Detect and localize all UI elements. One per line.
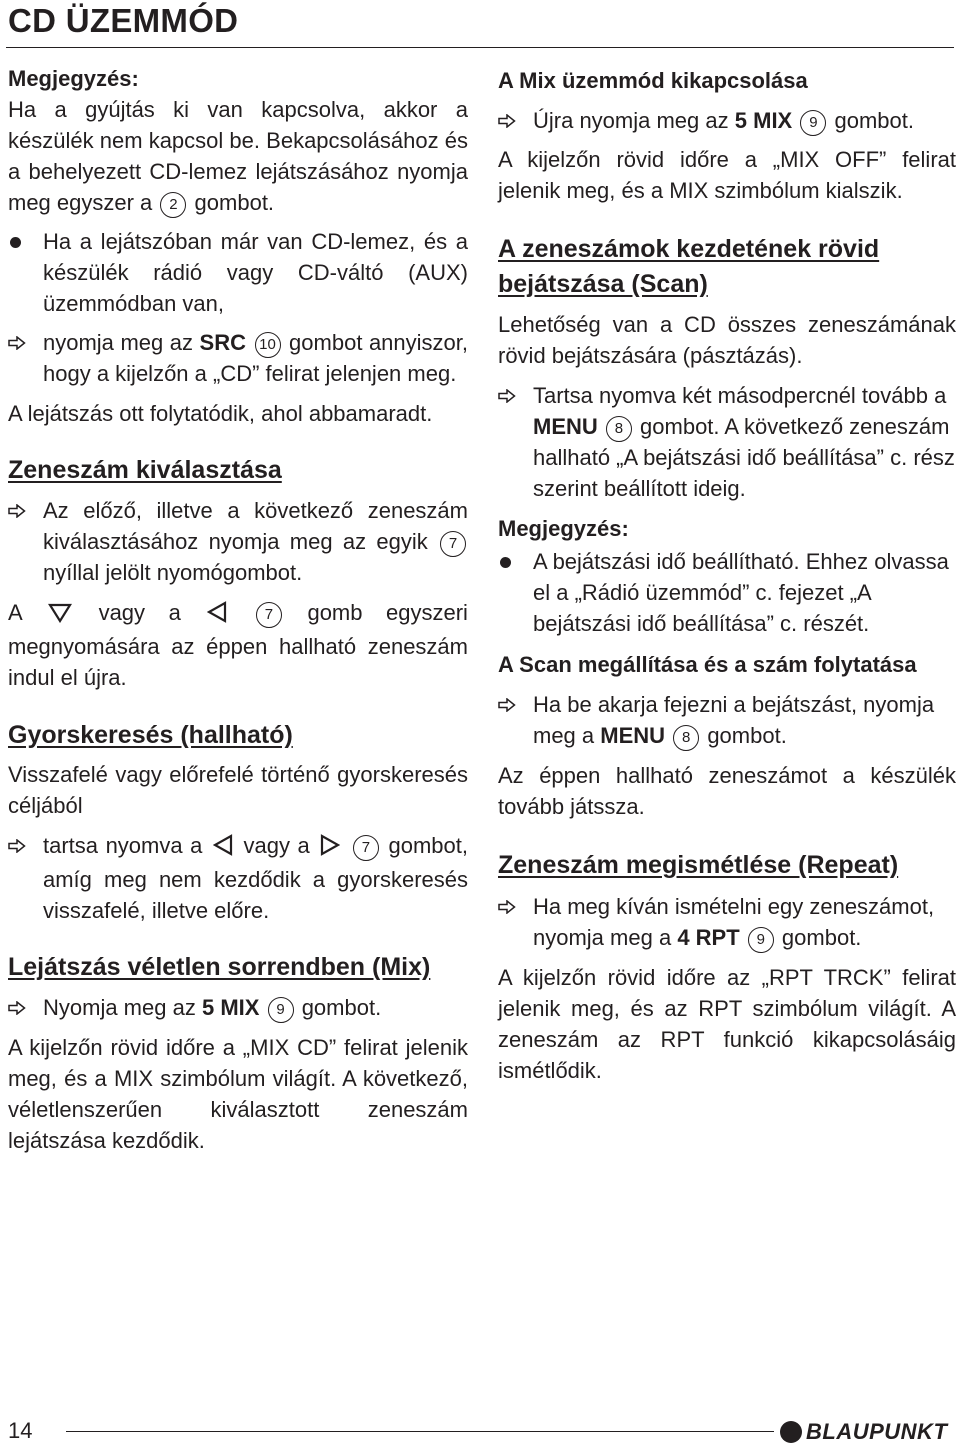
button-number-badge: 8	[606, 416, 632, 442]
footer-divider	[66, 1431, 774, 1432]
section-heading-repeat: Zeneszám megismétlése (Repeat)	[498, 851, 899, 879]
note-text	[8, 94, 468, 218]
button-number-badge: 9	[748, 927, 774, 953]
section-heading-track-select: Zeneszám kiválasztása	[8, 456, 282, 484]
mix-off-text: A kijelzőn rövid időre a „MIX OFF” felirat jelenik meg, és a MIX szimbólum kialszik.	[498, 147, 956, 203]
bullet-text: Ha a lejátszóban már van CD-lemez, és a készülék rádió vagy CD-váltó (AUX) üzemmódban van,	[43, 229, 468, 316]
button-number-badge: 9	[268, 997, 294, 1023]
button-number-badge: 7	[256, 602, 282, 628]
scan-stop-text: Az éppen hallható zeneszámot a készülék tovább játssza.	[498, 763, 956, 819]
triangle-left-icon	[207, 600, 227, 631]
mix-off-heading: A Mix üzemmód kikapcsolása	[498, 68, 808, 93]
fast-search-text: Visszafelé vagy előrefelé történő gyorskeresés céljából	[8, 762, 468, 818]
section-heading-fast-search: Gyorskeresés (hallható)	[8, 721, 293, 749]
button-number-badge: 2	[160, 192, 186, 218]
brand-name: BLAUPUNKT	[806, 1419, 948, 1444]
resume-text: A lejátszás ott folytatódik, ahol abbamaradt.	[8, 401, 433, 426]
hollow-arrow-icon	[498, 689, 528, 720]
right-column	[498, 58, 956, 1086]
bullet-item	[8, 226, 468, 319]
instruction-item	[8, 495, 468, 588]
instruction-text: gombot.	[707, 723, 787, 748]
page-title: CD ÜZEMMÓD	[8, 2, 239, 39]
instruction-text: Tartsa nyomva két másodpercnél tovább a	[533, 383, 947, 408]
instruction-text: nyomja meg az	[43, 330, 193, 355]
note-heading: Megjegyzés:	[8, 66, 139, 91]
text-part: vagy a	[98, 600, 181, 625]
key-label: 5 MIX	[734, 108, 793, 133]
bullet-text: A bejátszási idő beállítható. Ehhez olvassa el a „Rádió üzemmód” c. fejezet „A bejátszási idő beállítása” c. részét.	[533, 549, 949, 636]
instruction-text: gombot annyiszor, hogy a kijelzőn a „CD” felirat jelenjen meg.	[43, 330, 468, 386]
scan-text: Lehetőség van a CD összes zeneszámának rövid bejátszására (pásztázás).	[498, 312, 956, 368]
bullet-dot-icon	[8, 226, 38, 257]
title-divider	[6, 47, 954, 48]
instruction-text: nyíllal jelölt nyomógombot.	[43, 560, 303, 585]
instruction-item	[498, 380, 956, 504]
instruction-text: Újra nyomja meg az	[533, 108, 729, 133]
instruction-text: Nyomja meg az	[43, 995, 196, 1020]
instruction-text: tartsa nyomva a	[43, 833, 203, 858]
logo-dot-icon	[780, 1421, 802, 1443]
brand-logo	[780, 1418, 947, 1446]
instruction-item	[8, 830, 468, 926]
instruction-text: gombot.	[834, 108, 914, 133]
note-heading: Megjegyzés:	[498, 516, 629, 541]
key-label: MENU	[600, 723, 666, 748]
key-label: SRC	[199, 330, 246, 355]
instruction-item	[8, 327, 468, 389]
text-part: gomb egyszeri megnyomására az éppen hallható zeneszám indul el újra.	[8, 600, 468, 690]
instruction-item	[498, 689, 956, 751]
hollow-arrow-icon	[8, 830, 38, 861]
triangle-down-icon	[48, 600, 72, 631]
mix-text: A kijelzőn rövid időre a „MIX CD” felirat jelenik meg, és a MIX szimbólum világít. A következő, véletlenszerűen kiválasztott zeneszám lejátszása kezdődik.	[8, 1035, 468, 1153]
hollow-arrow-icon	[8, 992, 38, 1023]
hollow-arrow-icon	[8, 495, 38, 526]
note-text-part: Ha a gyújtás ki van kapcsolva, akkor a készülék nem kapcsol be. Bekapcsolásához és a behelyezett CD-lemez lejátszásához nyomja meg egyszer a	[8, 97, 468, 215]
restart-text	[8, 597, 468, 693]
button-number-badge: 10	[255, 332, 281, 358]
section-heading-mix: Lejátszás véletlen sorrendben (Mix)	[8, 953, 431, 981]
instruction-item	[8, 992, 468, 1023]
note-text-part: gombot.	[194, 190, 275, 215]
hollow-arrow-icon	[8, 327, 38, 358]
button-number-badge: 7	[353, 835, 379, 861]
page-number: 14	[8, 1418, 33, 1443]
instruction-item	[498, 891, 956, 953]
instruction-text: gombot.	[301, 995, 382, 1020]
bullet-dot-icon	[498, 546, 528, 577]
key-label: MENU	[533, 414, 598, 439]
instruction-text: Ha be akarja fejezni a bejátszást, nyomja meg a	[533, 692, 935, 748]
bullet-item	[498, 546, 956, 639]
key-label: 5 MIX	[201, 995, 260, 1020]
instruction-text: Ha meg kíván ismételni egy zeneszámot, nyomja meg a	[533, 894, 935, 950]
instruction-text: gombot.	[781, 925, 862, 950]
hollow-arrow-icon	[498, 380, 528, 411]
instruction-text: gombot, amíg meg nem kezdődik a gyorskeresés visszafelé, illetve előre.	[43, 833, 468, 923]
instruction-text: Az előző, illetve a következő zeneszám kiválasztásához nyomja meg az egyik	[43, 498, 468, 554]
button-number-badge: 8	[673, 725, 699, 751]
text-part: A	[8, 600, 22, 625]
left-column	[8, 58, 468, 1156]
triangle-right-icon	[320, 833, 340, 864]
hollow-arrow-icon	[498, 105, 528, 136]
instruction-text: gombot. A következő zeneszám hallható „A bejátszási idő beállítása” c. rész szerint beállított ideig.	[533, 414, 955, 501]
section-heading-scan: A zeneszámok kezdetének rövid bejátszása (Scan)	[498, 235, 880, 298]
repeat-text: A kijelzőn rövid időre az „RPT TRCK” felirat jelenik meg, és az RPT szimbólum világít. A zeneszám az RPT funkció kikapcsolásáig ismétlődik.	[498, 965, 956, 1083]
instruction-item	[498, 105, 956, 136]
hollow-arrow-icon	[498, 891, 528, 922]
button-number-badge: 9	[800, 110, 826, 136]
button-number-badge: 7	[440, 531, 466, 557]
scan-stop-heading: A Scan megállítása és a szám folytatása	[498, 652, 917, 677]
key-label: 4 RPT	[677, 925, 740, 950]
instruction-text: vagy a	[243, 833, 310, 858]
triangle-left-icon	[213, 833, 233, 864]
